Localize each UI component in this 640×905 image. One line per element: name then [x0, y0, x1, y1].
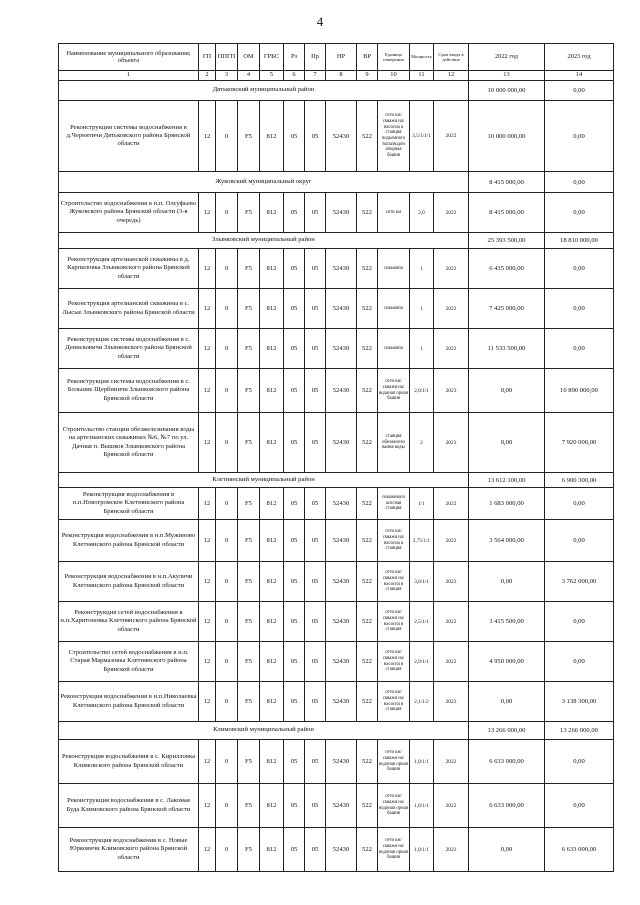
- header-cell: ОМ: [238, 44, 260, 71]
- unit-cell: сети км/скважи на/водонап орная башня: [378, 784, 410, 828]
- amount-2023: 0,00: [545, 101, 614, 172]
- unit-cell: станция обезжелези вания воды: [378, 413, 410, 473]
- header-cell: ГП: [199, 44, 216, 71]
- municipality-name: Климовский муниципальный район: [59, 722, 469, 740]
- amount-2023: 0,00: [545, 642, 614, 682]
- header-cell: ВР: [357, 44, 378, 71]
- grbs-cell: 812: [260, 562, 284, 602]
- grbs-cell: 812: [260, 642, 284, 682]
- gp-cell: 12: [199, 784, 216, 828]
- object-row: [59, 413, 614, 473]
- object-row: [59, 488, 614, 520]
- amount-2022: 0,00: [469, 413, 545, 473]
- column-number: 7: [305, 71, 326, 81]
- object-name: Реконструкция водоснабжения в с. Новые Юрковичи Климовского района Брянской области: [59, 828, 199, 872]
- nr-cell: 52430: [326, 289, 357, 329]
- vr-cell: 522: [357, 682, 378, 722]
- ppgp-cell: 0: [216, 329, 238, 369]
- nr-cell: 52430: [326, 488, 357, 520]
- nr-cell: 52430: [326, 602, 357, 642]
- object-row: [59, 193, 614, 233]
- amount-2022: 3 415 500,00: [469, 602, 545, 642]
- unit-cell: скважина: [378, 289, 410, 329]
- object-name: Реконструкция водоснабжения в н.п.Новогромское Клетнянского района Брянской области: [59, 488, 199, 520]
- amount-2022: 10 000 000,00: [469, 101, 545, 172]
- amount-2022: 10 000 000,00: [469, 81, 545, 101]
- vr-cell: 522: [357, 488, 378, 520]
- amount-2022: 0,00: [469, 682, 545, 722]
- unit-cell: сети км/скважи на/насосна я станция: [378, 642, 410, 682]
- term-cell: 2022: [434, 193, 469, 233]
- object-row: [59, 101, 614, 172]
- object-name: Реконструкция водоснабжения в с. Лакомая Буда Климовского района Брянской области: [59, 784, 199, 828]
- object-name: Реконструкция системы водоснабжения в д.Чернятичи Дятьковского района Брянской области: [59, 101, 199, 172]
- amount-2022: 0,00: [469, 562, 545, 602]
- power-cell: 2,1/1/2: [410, 682, 434, 722]
- vr-cell: 522: [357, 828, 378, 872]
- amount-2023: 3 138 300,00: [545, 682, 614, 722]
- object-row: [59, 682, 614, 722]
- pr-cell: 05: [305, 740, 326, 784]
- grbs-cell: 812: [260, 101, 284, 172]
- ppgp-cell: 0: [216, 289, 238, 329]
- rz-cell: 05: [284, 193, 305, 233]
- amount-2022: 11 533 500,00: [469, 329, 545, 369]
- vr-cell: 522: [357, 413, 378, 473]
- pr-cell: 05: [305, 682, 326, 722]
- ppgp-cell: 0: [216, 828, 238, 872]
- gp-cell: 12: [199, 520, 216, 562]
- object-name: Реконструкция водоснабжения в н.п.Мужиново Клетнянского района Брянской области: [59, 520, 199, 562]
- object-name: Реконструкция системы водоснабжения в с. Денисковичи Злынковского района Брянской области: [59, 329, 199, 369]
- object-name: Строительство сетей водоснабжения в н.п. Старая Мармазовка Клетнянского района Брянской области: [59, 642, 199, 682]
- term-cell: 2023: [434, 369, 469, 413]
- rz-cell: 05: [284, 562, 305, 602]
- gp-cell: 12: [199, 289, 216, 329]
- unit-cell: сети км/скважи на/насосна я станция подъемного тыпа/водон апорная башня: [378, 101, 410, 172]
- ppgp-cell: 0: [216, 488, 238, 520]
- amount-2023: 0,00: [545, 172, 614, 193]
- object-name: Строительство водоснабжения в н.п. Олсуфьево Жуковского района Брянской области (3-я очередь): [59, 193, 199, 233]
- term-cell: 2022: [434, 520, 469, 562]
- ppgp-cell: 0: [216, 740, 238, 784]
- column-number: 12: [434, 71, 469, 81]
- gp-cell: 12: [199, 740, 216, 784]
- om-cell: F5: [238, 828, 260, 872]
- vr-cell: 522: [357, 520, 378, 562]
- nr-cell: 52430: [326, 101, 357, 172]
- ppgp-cell: 0: [216, 413, 238, 473]
- unit-cell: скважина: [378, 329, 410, 369]
- ppgp-cell: 0: [216, 520, 238, 562]
- pr-cell: 05: [305, 602, 326, 642]
- gp-cell: 12: [199, 828, 216, 872]
- amount-2023: 0,00: [545, 602, 614, 642]
- unit-cell: скважина: [378, 249, 410, 289]
- column-number: 13: [469, 71, 545, 81]
- power-cell: 3,5/1/1/1: [410, 101, 434, 172]
- municipality-row: [59, 172, 614, 193]
- header-cell: 2022 год: [469, 44, 545, 71]
- rz-cell: 05: [284, 329, 305, 369]
- gp-cell: 12: [199, 369, 216, 413]
- page-number: 4: [316, 14, 324, 29]
- pr-cell: 05: [305, 828, 326, 872]
- amount-2022: 4 950 000,00: [469, 642, 545, 682]
- grbs-cell: 812: [260, 740, 284, 784]
- pr-cell: 05: [305, 193, 326, 233]
- unit-cell: сети км/скважи на/насосна я станция: [378, 682, 410, 722]
- municipality-row: [59, 233, 614, 249]
- grbs-cell: 812: [260, 329, 284, 369]
- om-cell: F5: [238, 562, 260, 602]
- rz-cell: 05: [284, 289, 305, 329]
- vr-cell: 522: [357, 602, 378, 642]
- term-cell: 2022: [434, 740, 469, 784]
- object-name: Реконструкция артезианской скважины в д. Карпиловка Злынковского района Брянской области: [59, 249, 199, 289]
- pr-cell: 05: [305, 329, 326, 369]
- pr-cell: 05: [305, 488, 326, 520]
- pr-cell: 05: [305, 289, 326, 329]
- header-cell: ГРБС: [260, 44, 284, 71]
- municipality-name: Клетнянский муниципальный район: [59, 473, 469, 488]
- pr-cell: 05: [305, 369, 326, 413]
- om-cell: F5: [238, 642, 260, 682]
- object-name: Строительство станции обезжелезивания воды на артезианских скважинах №6, №7 по ул. Дачная п. Вышков Злынковского района Брянской области: [59, 413, 199, 473]
- power-cell: 2,75/1/1: [410, 520, 434, 562]
- vr-cell: 522: [357, 289, 378, 329]
- term-cell: 2022: [434, 101, 469, 172]
- pr-cell: 05: [305, 562, 326, 602]
- grbs-cell: 812: [260, 488, 284, 520]
- nr-cell: 52430: [326, 682, 357, 722]
- vr-cell: 522: [357, 193, 378, 233]
- header-cell: Единица измерения: [378, 44, 410, 71]
- amount-2022: 6 435 000,00: [469, 249, 545, 289]
- rz-cell: 05: [284, 413, 305, 473]
- rz-cell: 05: [284, 249, 305, 289]
- power-cell: 2,9/1/1: [410, 642, 434, 682]
- object-row: [59, 369, 614, 413]
- amount-2023: 6 900 300,00: [545, 473, 614, 488]
- object-name: Реконструкция водоснабжения в н.п.Николаевка Клетнянского района Брянской области: [59, 682, 199, 722]
- unit-cell: сети км/скважи на/насосна я станция: [378, 562, 410, 602]
- power-cell: 2: [410, 413, 434, 473]
- om-cell: F5: [238, 289, 260, 329]
- pr-cell: 05: [305, 520, 326, 562]
- amount-2023: 0,00: [545, 520, 614, 562]
- grbs-cell: 812: [260, 369, 284, 413]
- pr-cell: 05: [305, 784, 326, 828]
- ppgp-cell: 0: [216, 602, 238, 642]
- header-cell: Пр: [305, 44, 326, 71]
- object-row: [59, 562, 614, 602]
- nr-cell: 52430: [326, 740, 357, 784]
- vr-cell: 522: [357, 369, 378, 413]
- term-cell: 2022: [434, 642, 469, 682]
- vr-cell: 522: [357, 562, 378, 602]
- unit-cell: сети км: [378, 193, 410, 233]
- nr-cell: 52430: [326, 369, 357, 413]
- rz-cell: 05: [284, 740, 305, 784]
- amount-2023: 0,00: [545, 193, 614, 233]
- unit-cell: скважина/н асосная станция: [378, 488, 410, 520]
- unit-cell: сети км/скважи на/водонап орная башня: [378, 740, 410, 784]
- unit-cell: сети км/скважи на/водонап орная башня: [378, 369, 410, 413]
- om-cell: F5: [238, 682, 260, 722]
- power-cell: 1: [410, 249, 434, 289]
- om-cell: F5: [238, 488, 260, 520]
- om-cell: F5: [238, 249, 260, 289]
- header-cell: ППГП: [216, 44, 238, 71]
- column-number: 3: [216, 71, 238, 81]
- vr-cell: 522: [357, 740, 378, 784]
- om-cell: F5: [238, 193, 260, 233]
- column-number: 9: [357, 71, 378, 81]
- vr-cell: 522: [357, 249, 378, 289]
- nr-cell: 52430: [326, 249, 357, 289]
- amount-2023: 0,00: [545, 249, 614, 289]
- gp-cell: 12: [199, 249, 216, 289]
- gp-cell: 12: [199, 101, 216, 172]
- rz-cell: 05: [284, 369, 305, 413]
- gp-cell: 12: [199, 329, 216, 369]
- amount-2022: 3 564 000,00: [469, 520, 545, 562]
- header-cell: Срок ввода в действие: [434, 44, 469, 71]
- power-cell: 1,0/1/1: [410, 828, 434, 872]
- ppgp-cell: 0: [216, 562, 238, 602]
- rz-cell: 05: [284, 602, 305, 642]
- power-cell: 2,0: [410, 193, 434, 233]
- object-row: [59, 289, 614, 329]
- om-cell: F5: [238, 520, 260, 562]
- vr-cell: 522: [357, 642, 378, 682]
- term-cell: 2023: [434, 413, 469, 473]
- grbs-cell: 812: [260, 682, 284, 722]
- municipality-row: [59, 473, 614, 488]
- object-name: Реконструкция системы водоснабжения в с. Большие Щербиничи Злынковского района Брянской области: [59, 369, 199, 413]
- object-name: Реконструкция водоснабжения в с. Кирилловка Климовского района Брянской области: [59, 740, 199, 784]
- nr-cell: 52430: [326, 828, 357, 872]
- municipality-row: [59, 81, 614, 101]
- om-cell: F5: [238, 602, 260, 642]
- amount-2023: 0,00: [545, 784, 614, 828]
- header-cell: Мощность: [410, 44, 434, 71]
- object-row: [59, 740, 614, 784]
- pr-cell: 05: [305, 249, 326, 289]
- vr-cell: 522: [357, 101, 378, 172]
- header-cell: Рз: [284, 44, 305, 71]
- header-cell: НР: [326, 44, 357, 71]
- municipality-row: [59, 722, 614, 740]
- vr-cell: 522: [357, 329, 378, 369]
- grbs-cell: 812: [260, 249, 284, 289]
- power-cell: 3,0/1/1: [410, 562, 434, 602]
- column-number: 2: [199, 71, 216, 81]
- amount-2023: 0,00: [545, 740, 614, 784]
- vr-cell: 522: [357, 784, 378, 828]
- amount-2022: 0,00: [469, 369, 545, 413]
- gp-cell: 12: [199, 602, 216, 642]
- power-cell: 1: [410, 289, 434, 329]
- object-row: [59, 784, 614, 828]
- pr-cell: 05: [305, 101, 326, 172]
- object-row: [59, 520, 614, 562]
- column-number: 5: [260, 71, 284, 81]
- amount-2023: 0,00: [545, 329, 614, 369]
- om-cell: F5: [238, 740, 260, 784]
- nr-cell: 52430: [326, 520, 357, 562]
- pr-cell: 05: [305, 413, 326, 473]
- amount-2022: 1 683 000,00: [469, 488, 545, 520]
- nr-cell: 52430: [326, 642, 357, 682]
- grbs-cell: 812: [260, 828, 284, 872]
- gp-cell: 12: [199, 193, 216, 233]
- ppgp-cell: 0: [216, 682, 238, 722]
- power-cell: 1: [410, 329, 434, 369]
- power-cell: 1/1: [410, 488, 434, 520]
- term-cell: 2022: [434, 784, 469, 828]
- amount-2023: 10 890 000,00: [545, 369, 614, 413]
- amount-2023: 7 920 000,00: [545, 413, 614, 473]
- grbs-cell: 812: [260, 413, 284, 473]
- amount-2023: 0,00: [545, 289, 614, 329]
- term-cell: 2022: [434, 329, 469, 369]
- column-number: 4: [238, 71, 260, 81]
- amount-2022: 0,00: [469, 828, 545, 872]
- object-row: [59, 329, 614, 369]
- column-number: 1: [59, 71, 199, 81]
- ppgp-cell: 0: [216, 249, 238, 289]
- funding-table: [58, 43, 614, 872]
- rz-cell: 05: [284, 828, 305, 872]
- header-cell: Наименование муниципального образования; объекта: [59, 44, 199, 71]
- power-cell: 1,0/1/1: [410, 784, 434, 828]
- nr-cell: 52430: [326, 413, 357, 473]
- om-cell: F5: [238, 369, 260, 413]
- term-cell: 2022: [434, 488, 469, 520]
- object-name: Реконструкция водоснабжения в н.п.Акуличи Клетнянского района Брянской области: [59, 562, 199, 602]
- gp-cell: 12: [199, 413, 216, 473]
- amount-2023: 18 810 000,00: [545, 233, 614, 249]
- unit-cell: сети км/скважи на/насосна я станция: [378, 602, 410, 642]
- power-cell: 1,0/1/1: [410, 740, 434, 784]
- grbs-cell: 812: [260, 784, 284, 828]
- amount-2022: 13 266 000,00: [469, 722, 545, 740]
- term-cell: 2022: [434, 602, 469, 642]
- amount-2023: 6 633 000,00: [545, 828, 614, 872]
- amount-2022: 8 415 000,00: [469, 193, 545, 233]
- column-number: 6: [284, 71, 305, 81]
- amount-2022: 6 633 000,00: [469, 740, 545, 784]
- ppgp-cell: 0: [216, 193, 238, 233]
- gp-cell: 12: [199, 562, 216, 602]
- rz-cell: 05: [284, 520, 305, 562]
- municipality-name: Злынковский муниципальный район: [59, 233, 469, 249]
- column-number: 11: [410, 71, 434, 81]
- nr-cell: 52430: [326, 784, 357, 828]
- pr-cell: 05: [305, 642, 326, 682]
- object-row: [59, 602, 614, 642]
- column-number-row: [59, 71, 614, 81]
- amount-2022: 6 633 000,00: [469, 784, 545, 828]
- term-cell: 2022: [434, 249, 469, 289]
- rz-cell: 05: [284, 101, 305, 172]
- nr-cell: 52430: [326, 562, 357, 602]
- gp-cell: 12: [199, 642, 216, 682]
- ppgp-cell: 0: [216, 642, 238, 682]
- header-cell: 2023 год: [545, 44, 614, 71]
- municipality-name: Жуковский муниципальный округ: [59, 172, 469, 193]
- power-cell: 2,5/1/1: [410, 602, 434, 642]
- amount-2022: 13 612 100,00: [469, 473, 545, 488]
- grbs-cell: 812: [260, 289, 284, 329]
- grbs-cell: 812: [260, 602, 284, 642]
- ppgp-cell: 0: [216, 101, 238, 172]
- rz-cell: 05: [284, 642, 305, 682]
- om-cell: F5: [238, 101, 260, 172]
- grbs-cell: 812: [260, 193, 284, 233]
- term-cell: 2022: [434, 289, 469, 329]
- gp-cell: 12: [199, 682, 216, 722]
- nr-cell: 52430: [326, 193, 357, 233]
- rz-cell: 05: [284, 784, 305, 828]
- om-cell: F5: [238, 784, 260, 828]
- object-row: [59, 249, 614, 289]
- municipality-name: Дятьковский муниципальный район: [59, 81, 469, 101]
- rz-cell: 05: [284, 488, 305, 520]
- gp-cell: 12: [199, 488, 216, 520]
- unit-cell: сети км/скважи на/насосна я станция: [378, 520, 410, 562]
- ppgp-cell: 0: [216, 369, 238, 413]
- amount-2022: 8 415 000,00: [469, 172, 545, 193]
- power-cell: 2,0/1/1: [410, 369, 434, 413]
- om-cell: F5: [238, 329, 260, 369]
- object-row: [59, 828, 614, 872]
- object-row: [59, 642, 614, 682]
- ppgp-cell: 0: [216, 784, 238, 828]
- amount-2022: 25 393 500,00: [469, 233, 545, 249]
- term-cell: 2023: [434, 682, 469, 722]
- amount-2023: 0,00: [545, 81, 614, 101]
- grbs-cell: 812: [260, 520, 284, 562]
- amount-2023: 13 266 000,00: [545, 722, 614, 740]
- object-name: Реконструкция сетей водоснабжения в н.п.Харитоновка Клетнянского района Брянской области: [59, 602, 199, 642]
- term-cell: 2023: [434, 562, 469, 602]
- rz-cell: 05: [284, 682, 305, 722]
- amount-2022: 7 425 000,00: [469, 289, 545, 329]
- column-number: 10: [378, 71, 410, 81]
- nr-cell: 52430: [326, 329, 357, 369]
- term-cell: 2023: [434, 828, 469, 872]
- amount-2023: 3 762 000,00: [545, 562, 614, 602]
- header-row: [59, 44, 614, 71]
- column-number: 14: [545, 71, 614, 81]
- unit-cell: сети км/скважи на/водонап орная башня: [378, 828, 410, 872]
- amount-2023: 0,00: [545, 488, 614, 520]
- column-number: 8: [326, 71, 357, 81]
- om-cell: F5: [238, 413, 260, 473]
- object-name: Реконструкция артезианской скважины в с. Лысые Злынковского района Брянской области: [59, 289, 199, 329]
